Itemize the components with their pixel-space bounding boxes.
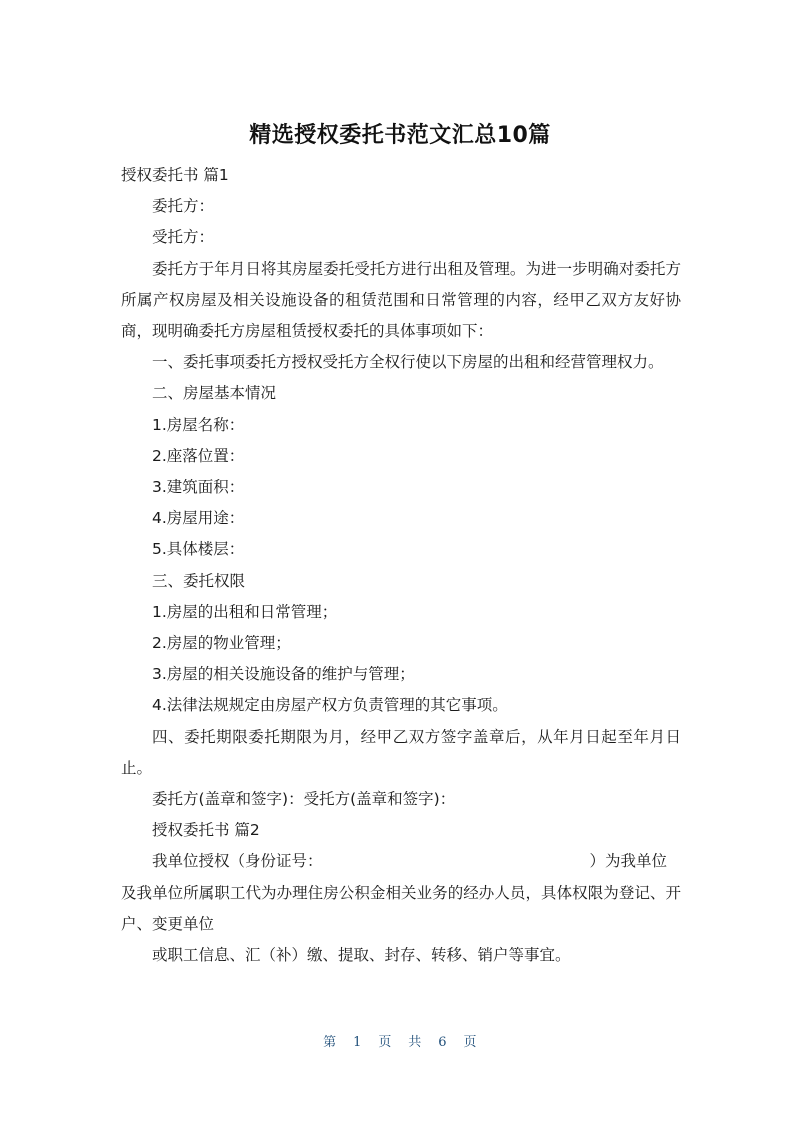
paragraph: 及我单位所属职工代为办理住房公积金相关业务的经办人员，具体权限为登记、开户、变更单位 (121, 883, 681, 933)
paragraph: 授权委托书 篇2 (152, 821, 260, 840)
paragraph: 1.房屋的出租和日常管理； (152, 602, 338, 621)
paragraph: 委托方(盖章和签字)：受托方(盖章和签字)： (152, 790, 456, 809)
document-title: 精选授权委托书范文汇总10篇 (249, 123, 551, 148)
body-paragraphs-part2 (121, 878, 681, 972)
paragraph: 或职工信息、汇（补）缴、提取、封存、转移、销户等事宜。 (152, 946, 571, 965)
paragraph: 委托方： (152, 197, 215, 216)
footer-page-number: 1 (353, 1035, 362, 1050)
paragraph: 1.房屋名称： (152, 415, 245, 434)
paragraph: 3.房屋的相关设施设备的维护与管理； (152, 665, 415, 684)
paragraph: 委托方于年月日将其房屋委托受托方进行出租及管理。为进一步明确对委托方所属产权房屋及相关设施设备的租赁范围和日常管理的内容，经甲乙双方友好协商，现明确委托方房屋租赁授权委托的具体事项如下： (121, 259, 681, 341)
paragraph: 二、房屋基本情况 (152, 384, 277, 403)
section-heading: 授权委托书 篇1 (121, 166, 229, 184)
body-paragraphs-part1 (121, 191, 681, 846)
paragraph: 2.座落位置： (152, 446, 245, 465)
paragraph: 4.法律法规规定由房屋产权方负责管理的其它事项。 (152, 696, 508, 715)
footer-ye: 页 (378, 1035, 392, 1050)
footer-gong: 共 (408, 1035, 422, 1050)
paragraph: 三、委托权限 (152, 571, 246, 590)
paragraph: 2.房屋的物业管理； (152, 634, 291, 653)
footer-ye2: 页 (463, 1035, 477, 1050)
id-line-right: ）为我单位 (589, 852, 667, 871)
paragraph: 四、委托期限委托期限为月，经甲乙双方签字盖章后，从年月日起至年月日止。 (121, 727, 681, 777)
paragraph: 4.房屋用途： (152, 509, 245, 528)
id-number-line (121, 846, 681, 877)
paragraph: 受托方： (152, 228, 215, 247)
document-body (121, 160, 681, 971)
paragraph: 5.具体楼层： (152, 540, 245, 559)
paragraph: 一、委托事项委托方授权受托方全权行使以下房屋的出租和经营管理权力。 (152, 353, 664, 372)
footer-di: 第 (323, 1035, 337, 1050)
id-line-left: 我单位授权（身份证号： (152, 852, 323, 871)
paragraph: 3.建筑面积： (152, 478, 245, 497)
page-footer (0, 1031, 800, 1050)
footer-total-pages: 6 (438, 1035, 447, 1050)
